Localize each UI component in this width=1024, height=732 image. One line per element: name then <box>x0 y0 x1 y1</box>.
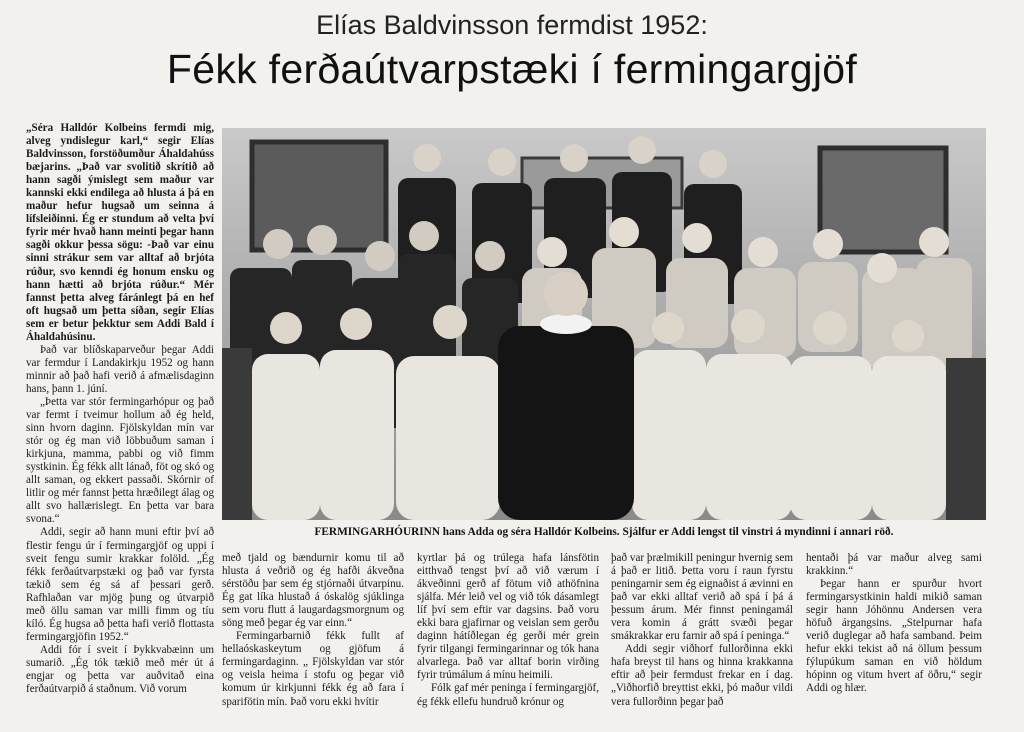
text-column-4 <box>611 552 793 728</box>
paragraph: kyrtlar þá og trúlega hafa lánsfötin eitthvað tengst því að við værum í ákveðinni gerð af fötum við athöfnina sjálfa. Mér leið vel og við tók dásamlegt líf því sem eftir var dagsins. Það voru ekki bara gjafirnar og veislan sem gerðu daginn hátíðlegan ég gerði mér grein fyrir tilgangi fermingarinnar og tók hana alvarlega. Það var alltaf borin virðing fyrir trúmálum á mínu heimili. <box>417 552 599 682</box>
paragraph: Það var blíðskaparveður þegar Addi var fermdur í Landakirkju 1952 og hann minnir að það hafi verið á afmælisdaginn hans, þann 1. júní. <box>26 343 214 395</box>
paragraph: Fermingarbarnið fékk fullt af hellaóskaskeytum og gjöfum á fermingardaginn. „ Fjölskyldan var stór og veisla heima í stofu og þegar við komum úr kirkjunni fékk ég að fara í sparifötin mín. Það voru ekki hvítir <box>222 630 404 708</box>
paragraph: „Þetta var stór fermingarhópur og það var fermt í tveimur hollum að ég held, sinn hvorn daginn. Fjölskyldan mín var stór og ég man við löbbuðum saman í kirkjuna, mamma, pabbi og við fimm systkinin. Ég fékk allt lánað, föt og skó og allt saman, og ekkert passaði. Skórnir of litlir og mér fannst þetta hræðilegt álag og allt svo hallærislegt. En þetta var bara svona.“ <box>26 395 214 526</box>
article-headline: Fékk ferðaútvarpstæki í fermingargjöf <box>166 46 858 92</box>
lead-paragraph: „Séra Halldór Kolbeins fermdi mig, alveg yndislegur karl,“ segir Elías Baldvinsson, forstöðumður Áhaldahúss bæjarins. „Það var svolitið skrítið að hann sagði ýmislegt sem maður var kannski ekki endilega að hlusta á þá en maður hefur hugsað um seinna á lífsleiðinni. Ég er stundum að velta því fyrir mér hvað hann meinti þegar hann sagði okkur þessa sögu: -Það var einu sinni strákur sem var alltaf að brjóta rúður, svo kenndi ég honum ensku og hann hætti að brjóta rúður.“ Mér fannst þetta alveg fáránlegt þá en hef oft hugsað um þetta síðan, segir Elías sem er betur þekktur sem Addi Bald í Áhaldahúsinu. <box>26 122 214 343</box>
photo-caption: FERMINGARHÓURINN hans Adda og séra Halldór Kolbeins. Sjálfur er Addi lengst til vinstri á myndinni í annari röð. <box>314 526 894 538</box>
paragraph: Addi segir viðhorf fullorðinna ekki hafa breyst til hans og hinna krakkanna eftir að þeir fermdust frekar en í dag. „Viðhorfið breyttist ekki, þó maður vildi vera fullorðinn þegar það <box>611 643 793 708</box>
pastor-figure <box>498 326 634 520</box>
article-kicker: Elías Baldvinsson fermdist 1952: <box>316 10 708 40</box>
text-column-2 <box>222 552 404 728</box>
paragraph: Fólk gaf mér peninga í fermingargjöf, ég fékk ellefu hundruð krónur og <box>417 682 599 708</box>
confirmation-group-photo <box>222 128 986 520</box>
text-column-1 <box>26 122 214 728</box>
paragraph: hentaði þá var maður alveg sami krakkinn.“ <box>806 552 982 578</box>
paragraph: Addi fór í sveit í Þykkvabæinn um sumarið. „Ég tók tækið með mér út á engjar og þetta var auðvitað eina ferðaútvarpið á staðnum. Við vorum <box>26 643 214 696</box>
text-column-5 <box>806 552 982 728</box>
text-column-3 <box>417 552 599 728</box>
paragraph: það var þrælmikill peningur hvernig sem á það er litið. Þetta voru í raun fyrstu peningarnir sem ég eignaðist á ævinni en það var ekki alltaf verið að spá í þá á þessum árum. Mér finnst peningamál vera komin á grátt svæði þegar smákrakkar eru farnir að spá í peninga.“ <box>611 552 793 643</box>
paragraph: Addi, segir að hann muni eftir því að flestir fengu úr í fermingargjöf og uppi í sveit fengu sumir krakkar folöld. „Ég fékk ferðaútvarpstæki og það var fyrsta tækið sem ég sá af þessari gerð. Rafhlaðan var mjög þung og útvarpið með öllu saman var milli fimm og tíu kíló. Ég hugsa að þetta hafi verið flottasta fermingargjöfin 1952.“ <box>26 526 214 643</box>
paragraph: með tjald og bændurnir komu til að hlusta á veðrið og ég hafði ákveðna sérstöðu þar sem ég stjórnaði útvarpinu. Ég gat líka hlustað á óskalög sjúklinga sem voru flutt á laugardagsmorgnum og söng með þegar ég var einn.“ <box>222 552 404 630</box>
photo-illustration <box>222 128 986 520</box>
paragraph: Þegar hann er spurður hvort fermingarsystkinin haldi mikið saman segir hann Jóhönnu Andersen vera höfuð árgangsins. „Stelpurnar hafa verið duglegar að hafa samband. Þeim hefur ekki tekist að ná öllum þessum fýlupúkum saman en við höldum hópinn og vitum hvert af öðru,“ segir Addi og hlær. <box>806 578 982 695</box>
